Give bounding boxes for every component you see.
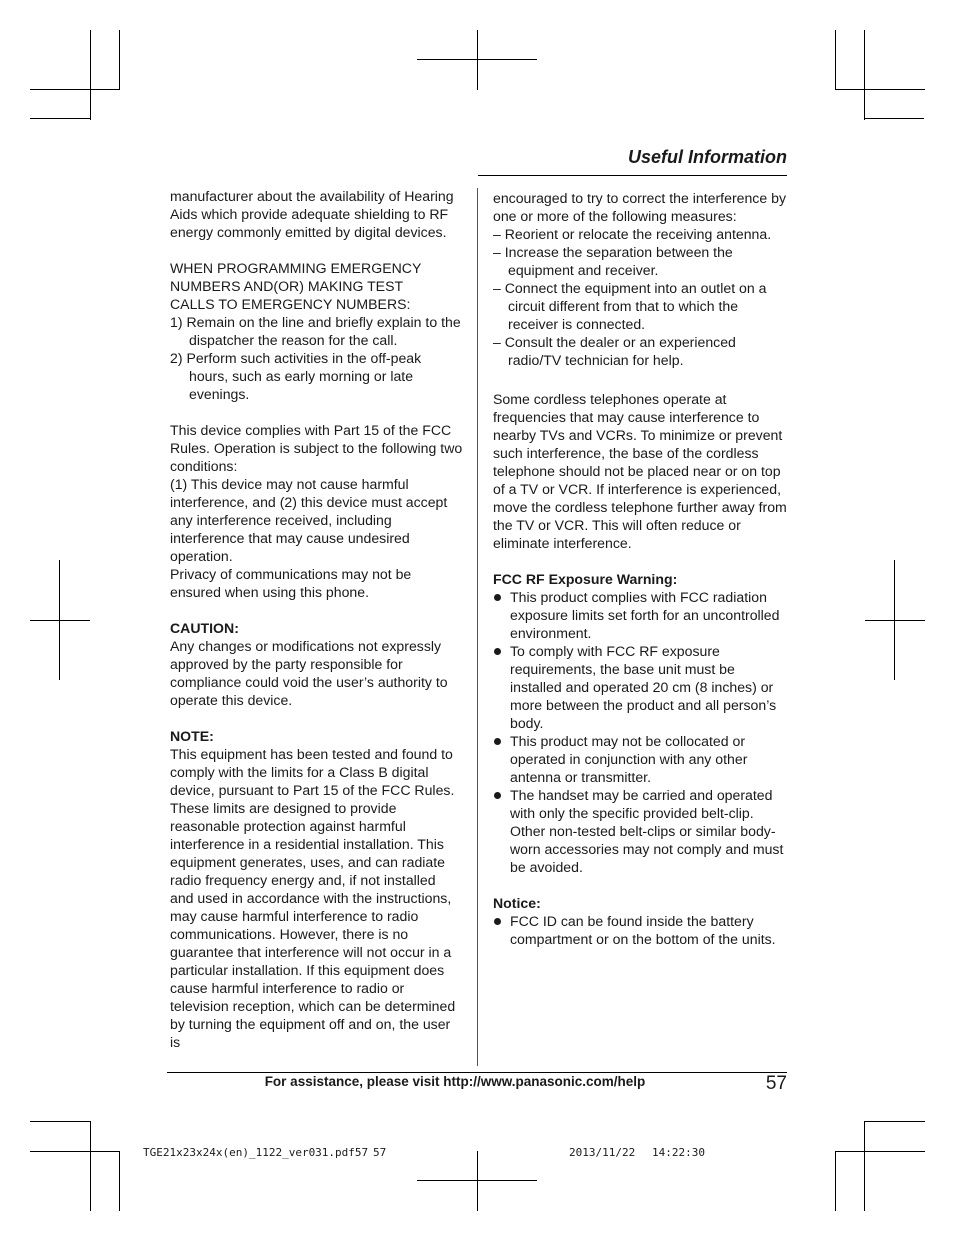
crop-mark	[30, 118, 90, 119]
notice-heading: Notice:	[493, 895, 541, 911]
crop-mark	[864, 1121, 865, 1211]
registration-mark	[477, 1151, 478, 1211]
rf-exposure-bullet: This product complies with FCC radiation exposure limits set forth for an uncontrolled environment.	[493, 588, 787, 642]
registration-mark	[894, 560, 895, 680]
crop-mark	[865, 1121, 925, 1122]
footer-rule	[167, 1072, 787, 1073]
registration-mark	[30, 620, 90, 621]
crop-mark	[835, 30, 836, 90]
emergency-heading-line: NUMBERS AND(OR) MAKING TEST	[170, 278, 404, 294]
print-date: 2013/11/22	[569, 1146, 636, 1159]
registration-mark	[59, 560, 60, 680]
note-text: This equipment has been tested and found to comply with the limits for a Class B digital device, pursuant to Part 15 of the FCC Rules. These limits are designed to provide reasonable protection against harmful interference in a residential installation. This equipment generates, uses, and can radiate radio frequency energy and, if not installed and used in accordance with the instructions, may cause harmful interference to radio communications. However, there is no guarantee that interference will not occur in a particular installation. If this equipment does cause harmful interference to radio or television reception, which can be determined by turning the equipment off and on, the user is	[170, 746, 456, 1050]
column-divider	[477, 188, 478, 1066]
cordless-interference-text: Some cordless telephones operate at frequencies that may cause interference to nearby TVs and VCRs. To minimize or prevent such interference, the base of the cordless telephone should not be placed near or on top of a TV or VCR. If interference is experienced, move the cordless telephone further away from the TV or VCR. This will often reduce or eliminate interference.	[493, 391, 787, 551]
crop-mark	[864, 118, 924, 119]
crop-mark	[30, 89, 120, 90]
header-rule	[478, 175, 787, 176]
measures-intro: encouraged to try to correct the interference by one or more of the following measures:	[493, 190, 786, 224]
registration-mark	[865, 620, 925, 621]
left-column	[170, 187, 463, 1051]
crop-mark	[835, 1151, 925, 1152]
notice-bullet: FCC ID can be found inside the battery compartment or on the bottom of the units.	[493, 912, 787, 948]
emergency-heading-line: CALLS TO EMERGENCY NUMBERS:	[170, 296, 411, 312]
privacy-statement: Privacy of communications may not be ensured when using this phone.	[170, 566, 412, 600]
section-title: Useful Information	[627, 147, 787, 167]
print-time: 14:22:30	[652, 1146, 705, 1159]
crop-mark	[835, 1151, 836, 1211]
emergency-step: 1) Remain on the line and briefly explain to the dispatcher the reason for the call.	[170, 314, 461, 348]
crop-mark	[119, 1151, 120, 1211]
rf-exposure-bullet: The handset may be carried and operated with only the specific provided belt-clip. Other non-tested belt-clips or similar body-worn accessories may not comply and must be avoided.	[493, 786, 787, 876]
part15-conditions: (1) This device may not cause harmful interference, and (2) this device must accept any interference received, including interference that may cause undesired operation.	[170, 476, 448, 564]
measure-item: – Connect the equipment into an outlet on a circuit different from that to which the receiver is connected.	[493, 280, 767, 332]
print-file-name: TGE21x23x24x(en)_1122_ver031.pdf57	[143, 1146, 369, 1159]
right-column	[493, 189, 787, 948]
measure-item: – Reorient or relocate the receiving antenna.	[493, 226, 772, 242]
emergency-heading-line: WHEN PROGRAMMING EMERGENCY	[170, 260, 422, 276]
rf-exposure-bullet: To comply with FCC RF exposure requirements, the base unit must be installed and operated 20 cm (8 inches) or more between the product and all person’s body.	[493, 642, 787, 732]
page-number: 57	[765, 1073, 787, 1094]
measure-item: – Increase the separation between the equipment and receiver.	[493, 244, 733, 278]
crop-mark	[90, 1121, 91, 1211]
assistance-footer: For assistance, please visit http://www.panasonic.com/help	[264, 1074, 646, 1089]
part15-intro: This device complies with Part 15 of the FCC Rules. Operation is subject to the following two conditions:	[170, 422, 463, 474]
note-heading: NOTE:	[170, 728, 214, 744]
crop-mark	[119, 30, 120, 90]
crop-mark	[835, 89, 925, 90]
crop-mark	[30, 1151, 120, 1152]
crop-mark	[90, 30, 91, 120]
measure-item: – Consult the dealer or an experienced radio/TV technician for help.	[493, 334, 736, 368]
hearing-aid-paragraph: manufacturer about the availability of Hearing Aids which provide adequate shielding to RF energy commonly emitted by digital devices.	[170, 188, 454, 240]
caution-text: Any changes or modifications not expressly approved by the party responsible for compliance could void the user’s authority to operate this device.	[170, 638, 448, 708]
caution-heading: CAUTION:	[170, 620, 239, 636]
crop-mark	[864, 30, 865, 120]
rf-exposure-bullet: This product may not be collocated or operated in conjunction with any other antenna or transmitter.	[493, 732, 787, 786]
crop-mark	[30, 1121, 90, 1122]
rf-exposure-heading: FCC RF Exposure Warning:	[493, 571, 678, 587]
print-page: 57	[373, 1146, 387, 1159]
emergency-step: 2) Perform such activities in the off-peak hours, such as early morning or late evenings.	[170, 350, 422, 402]
registration-mark	[477, 30, 478, 90]
